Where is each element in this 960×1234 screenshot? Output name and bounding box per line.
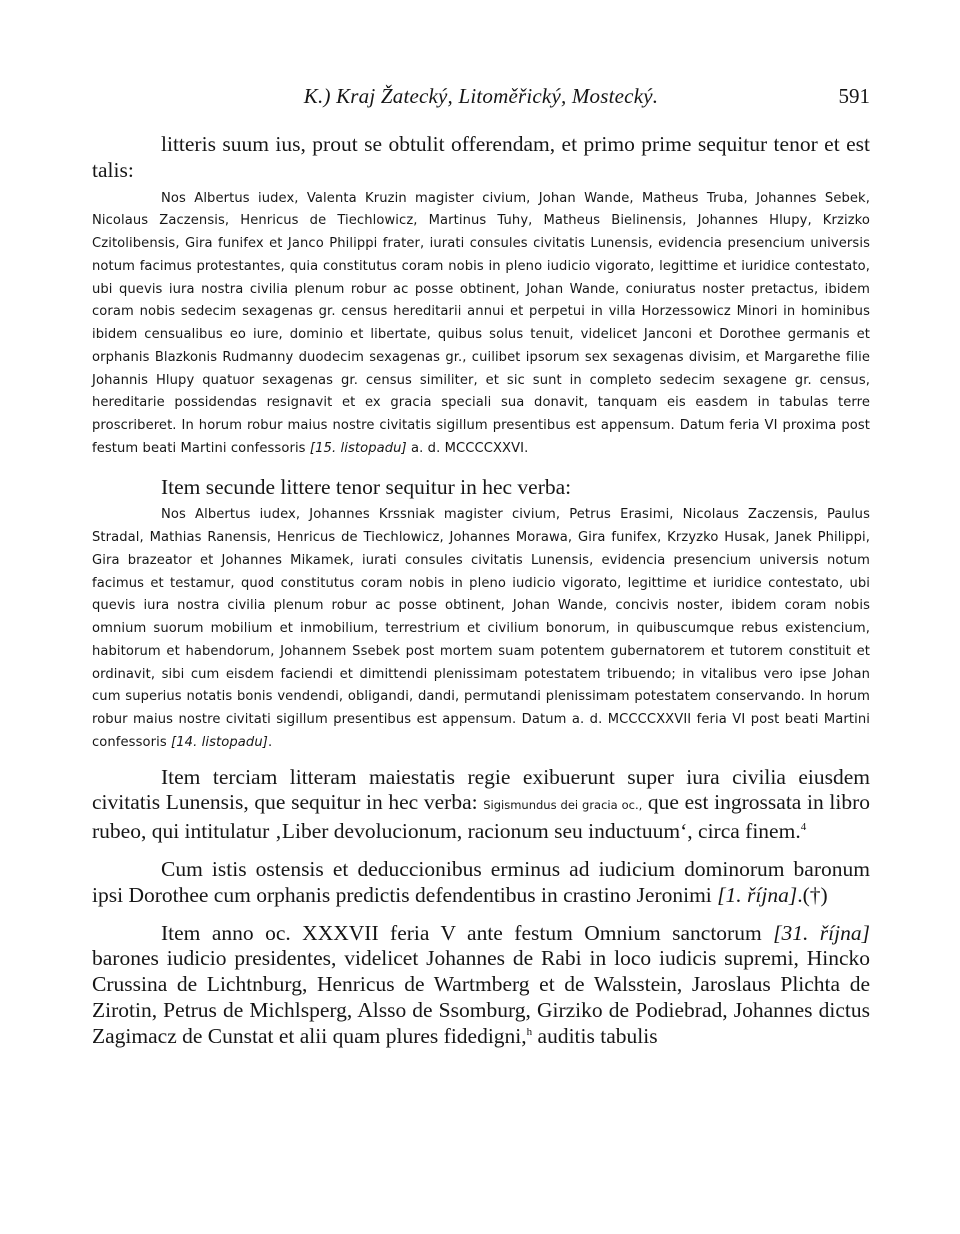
text-run: Nos Albertus iudex, Johannes Krssniak magister civium, Petrus Erasimi, Nicolaus Zaczensis, Paulus Stradal, Mathias Ranensis, Henricus de Tiechlowicz, Johannes Morawa, Gira funifex, Krzyzko Husak, Janek Philippi, Gira brazeator et Johannes Mikamek, iurati consules civitatis Lunensis, evidencia presencium universis notum facimus et testamur, quod constitutus coram nobis in pleno iudicio vigorato, legittime et iuridice contestato, ubi quevis iura nostra civilia plenum robur ac posse obtinent, Johan Wande, concivis noster, ibidem coram nobis omnium suorum mobilium et inmobilium, terrestrium et civilium bonorum, in quibuscumque rebus existencium, habitorum et habendorum, Johannem Ssebek post mortem suam potentem gubernatorem et tutorem constituit et ordinavit, sibi cum eisdem faciendi et dimittendi plenissimam potestatem tribuendo; in vitalibus vero ipse Johan cum superius notatis bonis vendendi, obligandi, dandi, permutandi plenissimam potestatem conservando. In horum robur maius nostre civitati sigillum presentibus est appensum. Datum a. d. MCCCCXXVII feria VI post beati Martini confessoris [92,507,870,750]
page-number: 591 [838,84,870,108]
text-run: Item secunde littere tenor sequitur in hec verba: [161,474,572,499]
paragraph-third-letter [92,765,870,845]
text-run: . [267,734,273,750]
footnote-marker: h [526,1025,533,1038]
charter-one-text [92,188,870,461]
charter-two-text [92,504,870,754]
footnote-marker: 4 [800,821,807,834]
date-annotation: [31. října] [773,920,870,945]
paragraph-intro [92,132,870,184]
text-run: auditis tabulis [532,1023,658,1048]
text-run: .(†) [797,882,828,907]
text-run: Nos Albertus iudex, Valenta Kruzin magister civium, Johan Wande, Matheus Truba, Johannes Sebek, Nicolaus Zaczensis, Henricus de Tiechlowicz, Martinus Tuhy, Matheus Bielinensis, Johannes Hlupy, Krzizko Czitolibensis, Gira funifex et Janco Philippi frater, iurati consules civitatis Lunensis, evidencia presencium universis notum facimus protestantes, quia constitutus coram nobis in pleno iudicio vigorato, legittime et iuridice contestato, ubi quevis iura nostra civilia plenum robur ac posse obtinent, Johan Wande, coniuratus noster pretactus, ibidem coram nobis sedecim sexagenas gr. census hereditarii annui et perpetui in villa Horzessowicz Minori in hominibus ibidem censualibus eo iure, dominio et libertate, quibus solus tenuit, videlicet Janconi et Dorothee germanis et orphanis Blazkonis Rudmanny duodecim sexagenas gr., cuilibet ipsorum sex sexagenas divisim, et Margarethe filie Johannis Hlupy quatuor sexagenas gr. census similiter, et sic sunt in completo sedecim sexagene gr. census, hereditarie possidendas resignavit et ex gracia speciali sua donavit, tanquam eis easdem in tabulas terre proscriberet. In horum robur maius nostre civitatis sigillum presentibus est appensum. Datum feria VI proxima post festum beati Martini confessoris [92,190,870,456]
running-title: K.) Kraj Žatecký, Litoměřický, Mostecký. [303,84,659,108]
date-annotation: [14. listopadu] [171,734,268,750]
text-run: litteris suum ius, prout se obtulit offerendam, et primo prime sequitur tenor et est talis: [92,132,870,182]
text-run: a. d. MCCCCXXVI. [406,440,529,456]
text-run: barones iudicio presidentes, videlicet Johannes de Rabi in loco iudicis supremi, Hincko Crussina de Lichtnburg, Henricus de Wartmberg et de Walsstein, Jaroslaus Plichta de Zirotin, Petrus de Michlsperg, Alsso de Ssomburg, Girziko de Podiebrad, Johannes dictus Zagimacz de Cunstat et alii quam plures fidedigni, [92,946,870,1048]
text-run: Item anno oc. XXXVII feria V ante festum Omnium sanctorum [161,920,774,945]
text-run: Cum istis ostensis et deduccionibus erminus ad iudicium dominorum baronum ipsi Dorothee cum orphanis predictis defendentibus in crastino Jeronimi [92,857,870,907]
text-run: que est ingrossata in libro rubeo, qui intitulatur ‚Liber devolucionum, racionum seu inductuum‘, circa finem. [92,790,870,844]
paragraph-deductions [92,857,870,909]
paragraph-second-letter-heading [92,475,870,501]
text-run: Item terciam litteram maiestatis regie exibuerunt super iura civilia eiusdem civitatis Lunensis, que sequitur in hec verba: [92,764,870,815]
body-text [92,132,870,1050]
date-annotation: [1. října] [717,882,798,907]
inline-quote: Sigismundus dei gracia oc., [483,798,643,813]
date-annotation: [15. listopadu] [309,440,407,456]
paragraph-barons [92,921,870,1050]
page-header [92,84,870,114]
